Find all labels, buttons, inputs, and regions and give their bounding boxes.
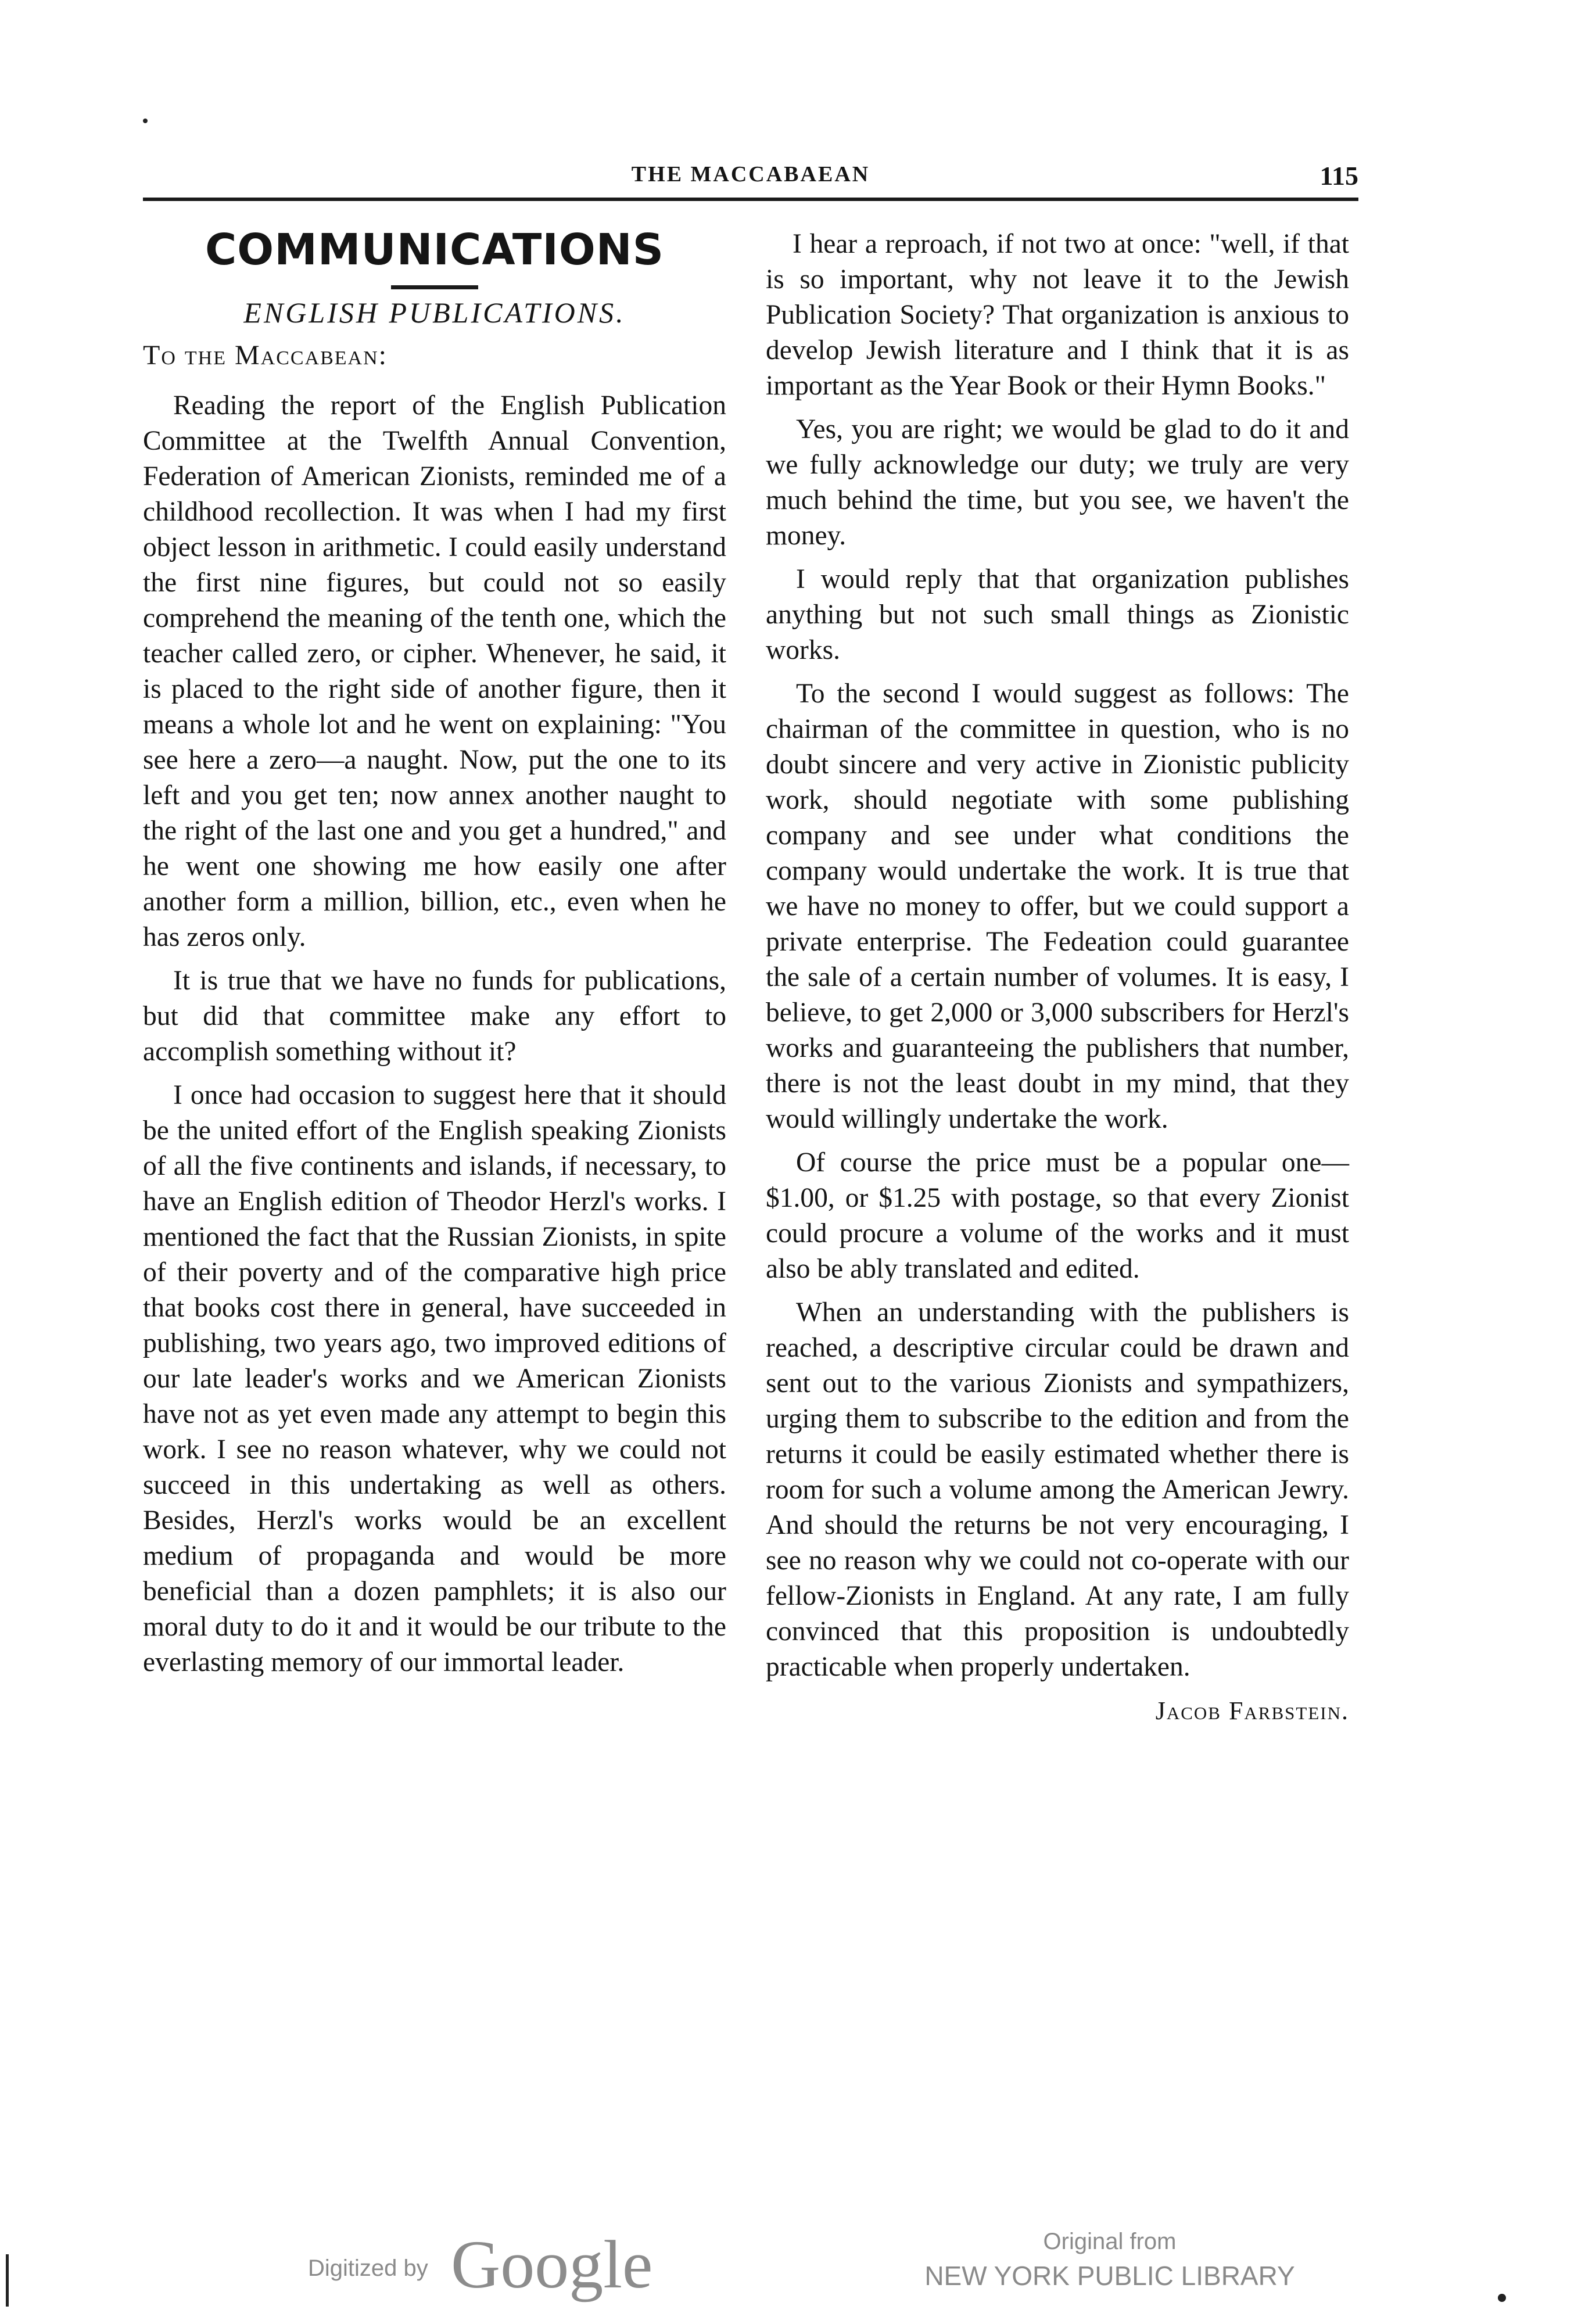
journal-title: THE MACCABAEAN [631, 162, 870, 187]
digitized-by-label: Digitized by [308, 2255, 428, 2281]
paragraph: I hear a reproach, if not two at once: "well, if that is so important, why not leave it to the Jewish Publication Society? That organization is anxious to develop Jewish literature and I think that it is as important as the Year Book or their Hymn Books." [766, 229, 1349, 401]
author-signature: Jacob Farbstein. [1155, 1697, 1349, 1725]
original-from-label: Original from [1043, 2229, 1177, 2254]
paragraph: I would reply that that organization publishes anything but not such small things as Zionistic works. [766, 564, 1349, 665]
scan-speck [6, 2254, 9, 2307]
paragraph: To the second I would suggest as follows: The chairman of the committee in question, who is no doubt sincere and very active in Zionistic publicity work, should negotiate with some publishing company and see under what conditions the company would undertake the work. It is true that we have no money to offer, but we could support a private enterprise. The Fedeation could guarantee the sale of a certain number of volumes. It is easy, I believe, to get 2,000 or 3,000 subscribers for Herzl's works and guaranteeing the publishers that number, there is not the least doubt in my mind, that they would willingly undertake the work. [766, 679, 1349, 1134]
library-name: NEW YORK PUBLIC LIBRARY [924, 2261, 1295, 2291]
paragraph: Of course the price must be a popular one—$1.00, or $1.25 with postage, so that every Zionist could procure a volume of the works and it must also be ably translated and edited. [766, 1147, 1349, 1284]
right-column [766, 227, 1349, 1728]
library-watermark [906, 2225, 1313, 2295]
paragraph: Yes, you are right; we would be glad to do it and we fully acknowledge our duty; we truly are very much behind the time, but you see, we haven't the money. [766, 414, 1349, 551]
paragraph: It is true that we have no funds for publications, but did that committee make any effort to accomplish something without it? [143, 966, 726, 1067]
google-logo: Google [451, 2226, 653, 2303]
scan-speck [143, 119, 148, 123]
left-column [143, 221, 726, 1688]
article-subtitle: ENGLISH PUBLICATIONS. [243, 296, 626, 329]
paragraph: When an understanding with the publishers is reached, a descriptive circular could be drawn and sent out to the various Zionists and sympathizers, urging them to subscribe to the edition and from the returns it could be easily estimated whether there is room for such a volume among the American Jewry. And should the returns be not very encouraging, I see no reason why we could not co-operate with our fellow-Zionists in England. At any rate, I am fully convinced that this proposition is undoubtedly practicable when properly undertaken. [766, 1297, 1349, 1682]
paragraph: I once had occasion to suggest here that it should be the united effort of the English speaking Zionists of all the five continents and islands, if necessary, to have an English edition of Theodor Herzl's works. I mentioned the fact that the Russian Zionists, in spite of their poverty and of the comparative high price that books cost there in general, have succeeded in publishing, two years ago, two improved editions of our late leader's works and we American Zionists have not as yet even made any attempt to begin this work. I see no reason whatever, why we could not succeed in this undertaking as well as others. Besides, Herzl's works would be an excellent medium of propaganda and would be more beneficial than a dozen pamphlets; it is also our moral duty to do it and it would be our tribute to the everlasting memory of our immortal leader. [143, 1080, 726, 1677]
title-rule [391, 285, 478, 289]
digitized-by-watermark [302, 2225, 709, 2303]
scan-speck [1498, 2294, 1506, 2302]
page-number: 115 [1319, 161, 1358, 191]
section-title: COMMUNICATIONS [205, 225, 665, 275]
paragraph: Reading the report of the English Publication Committee at the Twelfth Annual Convention, Federation of American Zionists, reminded me of a childhood recollection. It was when I had my first object lesson in arithmetic. I could easily understand the first nine figures, but could not so easily comprehend the meaning of the tenth one, which the teacher called zero, or cipher. Whenever, he said, it is placed to the right side of another figure, then it means a whole lot and he went on explaining: "You see here a zero—a naught. Now, put the one to its left and you get ten; now annex another naught to the right of the last one and you get a hundred," and he went one showing me how easily one after another form a million, billion, etc., even when he has zeros only. [143, 390, 726, 952]
running-header [143, 160, 1358, 201]
salutation: To the Maccabean: [143, 340, 388, 371]
